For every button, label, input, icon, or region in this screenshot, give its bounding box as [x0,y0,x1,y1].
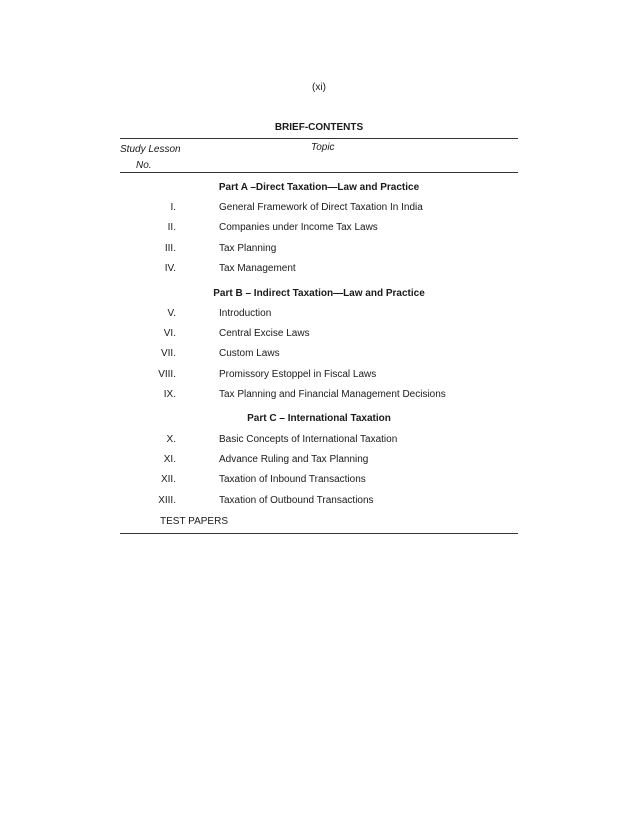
lesson-number: III. [164,243,176,254]
list-item [0,389,638,403]
lesson-number: XIII. [158,495,176,506]
column-header-study-lesson [120,142,210,174]
list-item [0,243,638,257]
lesson-topic: Promissory Estoppel in Fiscal Laws [219,369,377,380]
lesson-number: XII. [160,474,176,485]
list-item [0,263,638,277]
list-item [0,328,638,342]
lesson-topic: Custom Laws [219,348,280,359]
lesson-number: IX. [163,389,176,400]
list-item [0,495,638,509]
lesson-topic: Tax Planning and Financial Management Decisions [219,389,446,400]
lesson-number: X. [166,434,176,445]
lesson-topic: Companies under Income Tax Laws [219,222,378,233]
lesson-topic: Taxation of Inbound Transactions [219,474,366,485]
column-header-lesson-line1: Study Lesson [120,144,181,155]
lesson-number: V. [167,308,176,319]
lesson-number: IV. [164,263,176,274]
list-item [0,434,638,448]
lesson-number: VIII. [158,369,176,380]
page-title: BRIEF-CONTENTS [274,122,364,133]
bottom-rule [120,533,518,534]
lesson-topic: Tax Planning [219,243,277,254]
lesson-topic: Basic Concepts of International Taxation [219,434,398,445]
test-papers-label: TEST PAPERS [160,516,228,527]
part-b-heading: Part B – Indirect Taxation—Law and Practice [213,288,425,299]
lesson-topic: General Framework of Direct Taxation In India [219,202,423,213]
lesson-number: II. [167,222,176,233]
list-item [0,454,638,468]
header-rule [120,172,518,173]
column-header-lesson-line2: No. [136,160,152,171]
lesson-topic: Introduction [219,308,272,319]
lesson-topic: Taxation of Outbound Transactions [219,495,374,506]
list-item [0,474,638,488]
part-a-heading: Part A –Direct Taxation—Law and Practice [218,182,420,193]
list-item [0,369,638,383]
list-item [0,348,638,362]
page-number: (xi) [312,82,326,93]
lesson-number: VII. [160,348,176,359]
lesson-topic: Tax Management [219,263,296,274]
lesson-topic: Central Excise Laws [219,328,310,339]
lesson-number: VI. [163,328,176,339]
top-rule [120,138,518,139]
part-c-heading: Part C – International Taxation [247,413,391,424]
list-item [0,202,638,216]
list-item [0,222,638,236]
lesson-number: XI. [163,454,176,465]
lesson-topic: Advance Ruling and Tax Planning [219,454,369,465]
column-header-topic: Topic [311,142,335,153]
lesson-number: I. [170,202,176,213]
list-item [0,308,638,322]
